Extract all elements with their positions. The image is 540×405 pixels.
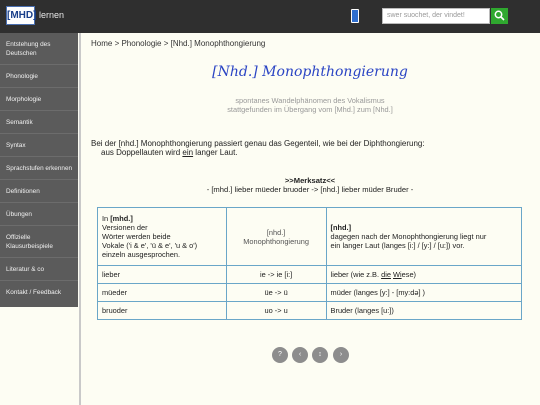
header-mhd-cell: In [mhd.] Versionen der Wörter werden beide Vokale ('i & e', 'ü & e', 'u & o') einzeln ausgesprochen. <box>98 208 227 266</box>
sidebar-item-syntax[interactable]: Syntax <box>6 142 26 149</box>
page-title: [Nhd.] Monophthongierung <box>212 64 408 80</box>
sidebar-item-klausur-line2[interactable]: Klausurbeispiele <box>6 243 53 250</box>
next-page-button[interactable]: › <box>333 347 349 363</box>
sidebar-item-literatur[interactable]: Literatur & co <box>6 266 45 273</box>
page-subtitle-2: stattgefunden im Übergang vom [Mhd.] zum [Nhd.] <box>227 105 393 114</box>
sidebar-item-uebungen[interactable]: Übungen <box>6 211 32 218</box>
table-row: lieber ie -> ie [i:] lieber (wie z.B. die Wiese) <box>98 266 522 284</box>
merksatz-text: - [mhd.] lieber müeder bruoder -> [nhd.] lieber müder Bruder - <box>206 185 414 194</box>
sidebar-item-phonologie[interactable]: Phonologie <box>6 73 38 80</box>
intro-text-2: aus Doppellauten wird ein langer Laut. <box>101 148 238 157</box>
table-header-row <box>98 208 522 266</box>
sidebar-item-klausur[interactable]: Offizielle <box>6 234 31 241</box>
search-input[interactable]: swer suochet, der vindet! <box>382 8 490 24</box>
sidebar-item-sprachstufen[interactable]: Sprachstufen erkennen <box>6 165 73 172</box>
content-divider <box>79 33 81 405</box>
page-subtitle: spontanes Wandelphänomen des Vokalismus <box>235 96 385 105</box>
merksatz-heading: >>Merksatz<< <box>284 176 336 185</box>
intro-text: Bei der [nhd.] Monophthongierung passiert genau das Gegenteil, wie bei der Diphthongierung: <box>91 139 425 148</box>
sidebar-item-kontakt[interactable]: Kontakt / Feedback <box>6 289 62 296</box>
search-icon <box>494 10 505 21</box>
sidebar-item-morphologie[interactable]: Morphologie <box>6 96 42 103</box>
sidebar-item-semantik[interactable]: Semantik <box>6 119 33 126</box>
previous-page-button[interactable]: ‹ <box>292 347 308 363</box>
mobile-device-icon[interactable] <box>351 9 359 23</box>
help-button[interactable]: ? <box>272 347 288 363</box>
header-nhd-mono-cell: [nhd.] Monophthongierung <box>226 208 326 266</box>
header-nhd-cell: [nhd.] dagegen nach der Monophthongierung liegt nur ein langer Laut (langes [i:] / [y:] / [u:]) vor. <box>326 208 521 266</box>
sidebar-item-definitionen[interactable]: Definitionen <box>6 188 40 195</box>
search-button[interactable] <box>491 8 508 24</box>
scroll-toggle-button[interactable]: ↕ <box>312 347 328 363</box>
sidebar <box>0 33 78 307</box>
sidebar-item-entstehung-line2[interactable]: Deutschen <box>6 50 37 57</box>
breadcrumb: Home > Phonologie > [Nhd.] Monophthongierung <box>91 39 266 48</box>
top-bar <box>0 0 540 33</box>
table-row: müeder üe -> ü müder (langes [y:] - [my:də] ) <box>98 284 522 302</box>
site-logo-text[interactable]: lernen <box>39 10 65 20</box>
sidebar-item-entstehung[interactable]: Entstehung des <box>6 41 51 48</box>
table-row: bruoder uo -> u Bruder (langes [u:]) <box>98 302 522 320</box>
comparison-table <box>97 207 522 320</box>
site-logo[interactable]: [MHD] <box>6 6 35 25</box>
